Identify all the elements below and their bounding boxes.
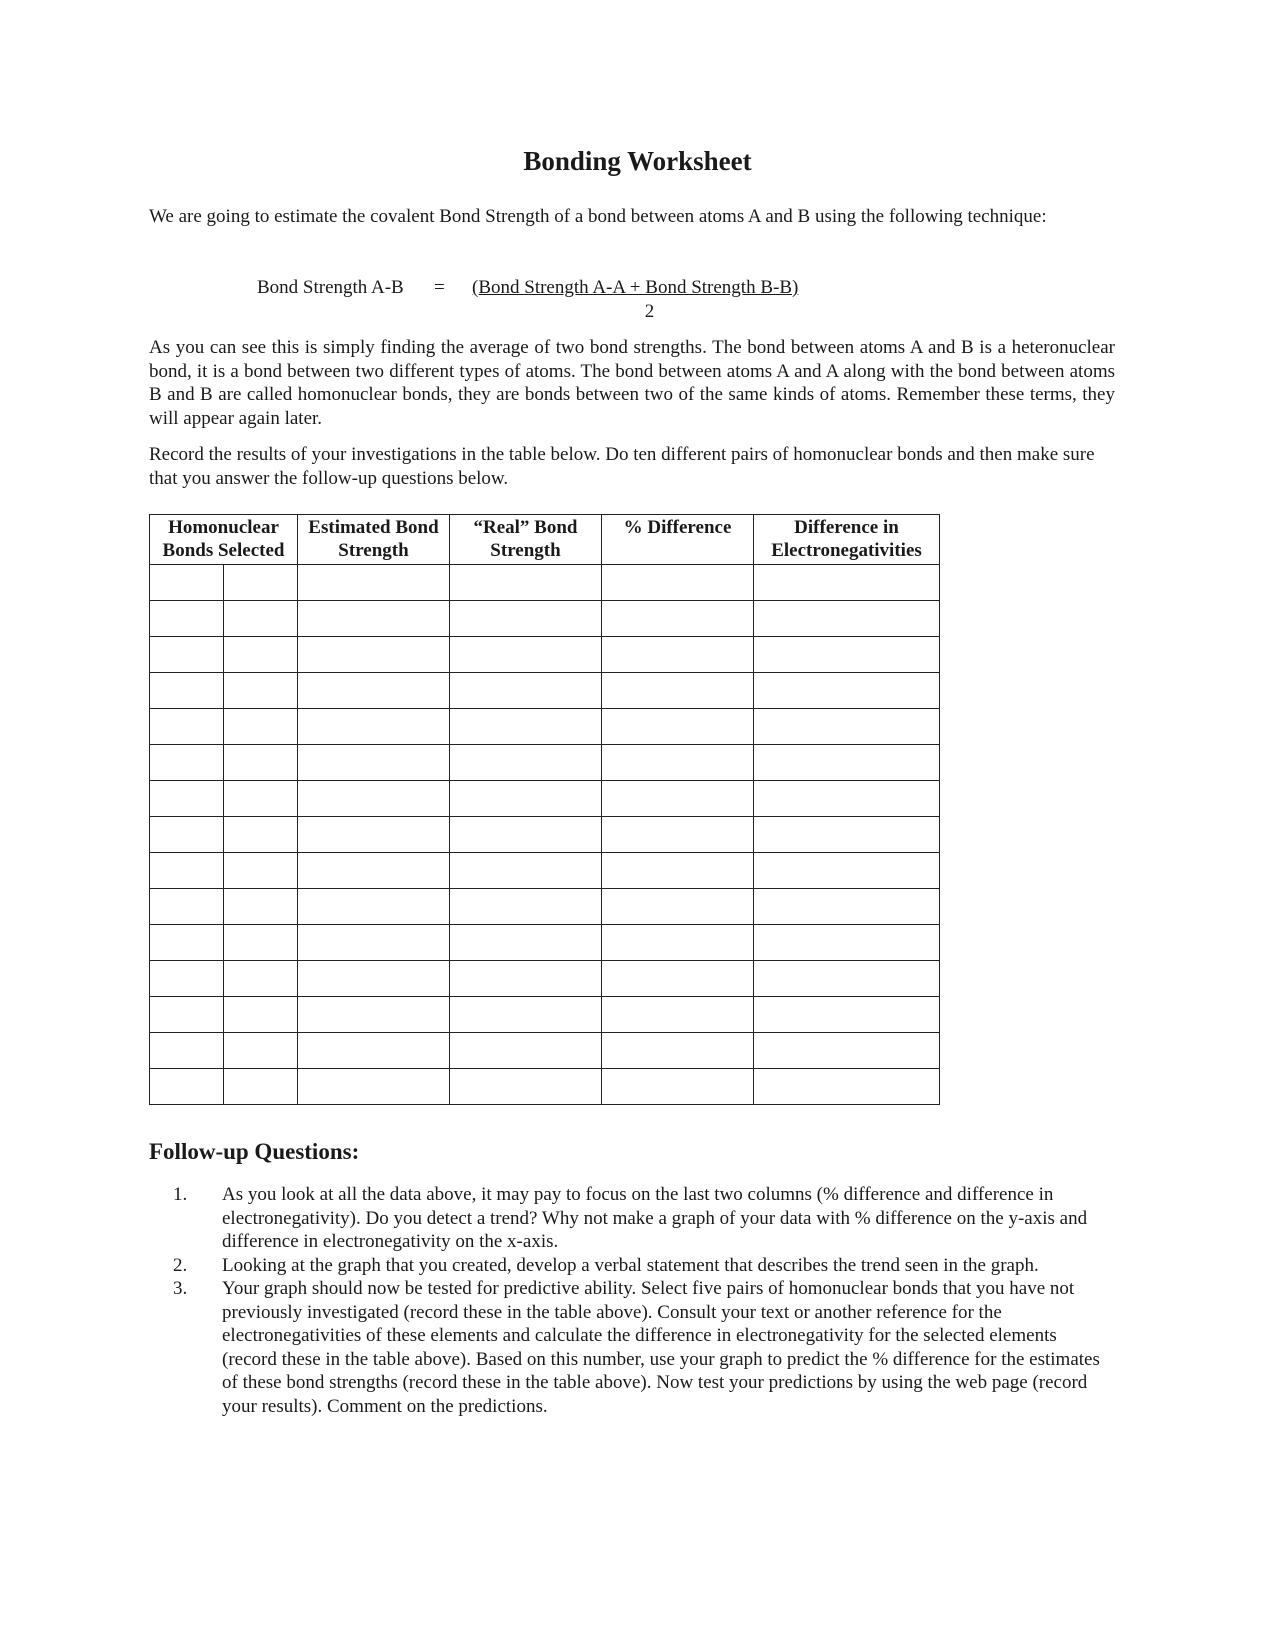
cell-electronegativity-difference[interactable] [754,889,940,925]
cell-estimated-strength[interactable] [298,961,450,997]
cell-bond-a[interactable] [150,745,224,781]
cell-real-strength[interactable] [450,1069,602,1105]
followup-heading: Follow-up Questions: [149,1139,360,1164]
cell-bond-a[interactable] [150,889,224,925]
cell-estimated-strength[interactable] [298,817,450,853]
bond-strength-formula [0,276,1275,326]
question-item [149,1183,1115,1254]
formula-denominator: 2 [644,301,655,322]
cell-bond-b[interactable] [224,853,298,889]
table-row [150,565,940,601]
cell-estimated-strength[interactable] [298,925,450,961]
cell-bond-a[interactable] [150,961,224,997]
cell-bond-a[interactable] [150,637,224,673]
cell-bond-a[interactable] [150,925,224,961]
cell-bond-b[interactable] [224,781,298,817]
cell-bond-a[interactable] [150,781,224,817]
cell-real-strength[interactable] [450,601,602,637]
cell-electronegativity-difference[interactable] [754,637,940,673]
table-row [150,745,940,781]
cell-electronegativity-difference[interactable] [754,709,940,745]
cell-electronegativity-difference[interactable] [754,745,940,781]
cell-estimated-strength[interactable] [298,889,450,925]
cell-electronegativity-difference[interactable] [754,1033,940,1069]
cell-bond-a[interactable] [150,817,224,853]
cell-percent-difference[interactable] [602,637,754,673]
cell-estimated-strength[interactable] [298,709,450,745]
cell-real-strength[interactable] [450,781,602,817]
cell-percent-difference[interactable] [602,565,754,601]
question-item [149,1277,1115,1418]
intro-paragraph: We are going to estimate the covalent Bond Strength of a bond between atoms A and B using the following technique: [149,206,1047,227]
table-row [150,997,940,1033]
cell-percent-difference[interactable] [602,817,754,853]
cell-bond-a[interactable] [150,601,224,637]
cell-electronegativity-difference[interactable] [754,601,940,637]
cell-bond-a[interactable] [150,1033,224,1069]
header-percent-difference: % Difference [602,515,754,565]
table-row [150,709,940,745]
cell-real-strength[interactable] [450,637,602,673]
table-row [150,637,940,673]
cell-bond-b[interactable] [224,961,298,997]
cell-bond-a[interactable] [150,1069,224,1105]
table-header-row [150,515,940,565]
header-homonuclear-bonds: Homonuclear Bonds Selected [150,515,298,565]
cell-estimated-strength[interactable] [298,745,450,781]
cell-real-strength[interactable] [450,961,602,997]
cell-bond-a[interactable] [150,673,224,709]
cell-electronegativity-difference[interactable] [754,781,940,817]
cell-estimated-strength[interactable] [298,565,450,601]
cell-percent-difference[interactable] [602,961,754,997]
cell-bond-b[interactable] [224,709,298,745]
cell-electronegativity-difference[interactable] [754,961,940,997]
cell-estimated-strength[interactable] [298,997,450,1033]
cell-bond-a[interactable] [150,709,224,745]
cell-percent-difference[interactable] [602,1033,754,1069]
cell-percent-difference[interactable] [602,745,754,781]
formula-numerator: (Bond Strength A-A + Bond Strength B-B) [472,277,799,298]
cell-estimated-strength[interactable] [298,637,450,673]
cell-bond-b[interactable] [224,1069,298,1105]
cell-real-strength[interactable] [450,673,602,709]
cell-bond-a[interactable] [150,565,224,601]
table-row [150,673,940,709]
question-item [149,1254,1115,1278]
formula-lhs: Bond Strength A-B [257,277,404,298]
cell-bond-b[interactable] [224,817,298,853]
cell-real-strength[interactable] [450,709,602,745]
cell-estimated-strength[interactable] [298,781,450,817]
cell-bond-b[interactable] [224,637,298,673]
formula-equals: = [434,277,445,298]
cell-percent-difference[interactable] [602,1069,754,1105]
question-text: Your graph should now be tested for predictive ability. Select five pairs of homonuclear bonds that you have not previously investigated (record these in the table above). Consult your text or another reference for the electronegativities of these elements and calculate the difference in electronegativity for the selected elements (record these in the table above). Based on this number, use your graph to predict the % difference for the estimates of these bond strengths (record these in the table above). Now test your predictions by using the web page (record your results). Comment on the predictions. [222,1278,1100,1417]
cell-bond-b[interactable] [224,565,298,601]
cell-percent-difference[interactable] [602,781,754,817]
cell-bond-b[interactable] [224,889,298,925]
cell-percent-difference[interactable] [602,889,754,925]
header-electronegativity-difference: Difference in Electronegativities [754,515,940,565]
cell-bond-b[interactable] [224,997,298,1033]
header-real-strength: “Real” Bond Strength [450,515,602,565]
cell-electronegativity-difference[interactable] [754,817,940,853]
cell-bond-b[interactable] [224,601,298,637]
cell-real-strength[interactable] [450,925,602,961]
question-number: 3. [173,1278,188,1299]
cell-electronegativity-difference[interactable] [754,1069,940,1105]
table-row [150,601,940,637]
table-row [150,817,940,853]
table-row [150,925,940,961]
cell-real-strength[interactable] [450,997,602,1033]
cell-real-strength[interactable] [450,889,602,925]
cell-electronegativity-difference[interactable] [754,673,940,709]
cell-estimated-strength[interactable] [298,601,450,637]
cell-percent-difference[interactable] [602,925,754,961]
cell-electronegativity-difference[interactable] [754,565,940,601]
cell-bond-b[interactable] [224,673,298,709]
question-text: As you look at all the data above, it may pay to focus on the last two columns (% difference and difference in electronegativity). Do you detect a trend? Why not make a graph of your data with % difference on the y-axis and difference in electronegativity on the x-axis. [222,1184,1088,1252]
table-row [150,853,940,889]
cell-real-strength[interactable] [450,817,602,853]
cell-bond-a[interactable] [150,853,224,889]
cell-real-strength[interactable] [450,565,602,601]
cell-real-strength[interactable] [450,745,602,781]
question-number: 2. [173,1254,188,1276]
question-number: 1. [173,1184,188,1205]
cell-bond-b[interactable] [224,925,298,961]
cell-real-strength[interactable] [450,853,602,889]
cell-estimated-strength[interactable] [298,853,450,889]
cell-percent-difference[interactable] [602,601,754,637]
question-text: Looking at the graph that you created, develop a verbal statement that describes the trend seen in the graph. [222,1254,1039,1276]
cell-bond-b[interactable] [224,745,298,781]
followup-questions-list [149,1183,1115,1418]
explanation-paragraph: As you can see this is simply finding the average of two bond strengths. The bond between atoms A and B is a heteronuclear bond, it is a bond between two different types of atoms. The bond between atoms A and A along with the bond between atoms B and B are called homonuclear bonds, they are bonds between two of the same kinds of atoms. Remember these terms, they will appear again later. [149,337,1115,429]
cell-percent-difference[interactable] [602,673,754,709]
cell-electronegativity-difference[interactable] [754,925,940,961]
cell-percent-difference[interactable] [602,853,754,889]
cell-electronegativity-difference[interactable] [754,997,940,1033]
header-estimated-strength: Estimated Bond Strength [298,515,450,565]
results-table [149,514,940,1105]
cell-electronegativity-difference[interactable] [754,853,940,889]
cell-estimated-strength[interactable] [298,673,450,709]
cell-bond-a[interactable] [150,997,224,1033]
table-row [150,961,940,997]
cell-percent-difference[interactable] [602,997,754,1033]
table-body [150,565,940,1105]
table-row [150,1033,940,1069]
cell-percent-difference[interactable] [602,709,754,745]
page-title: Bonding Worksheet [523,146,752,176]
table-row [150,889,940,925]
record-instructions: Record the results of your investigations in the table below. Do ten different pairs of homonuclear bonds and then make sure that you answer the follow-up questions below. [149,444,1095,489]
table-row [150,781,940,817]
cell-bond-b[interactable] [224,1033,298,1069]
cell-real-strength[interactable] [450,1033,602,1069]
cell-estimated-strength[interactable] [298,1033,450,1069]
table-row [150,1069,940,1105]
cell-estimated-strength[interactable] [298,1069,450,1105]
